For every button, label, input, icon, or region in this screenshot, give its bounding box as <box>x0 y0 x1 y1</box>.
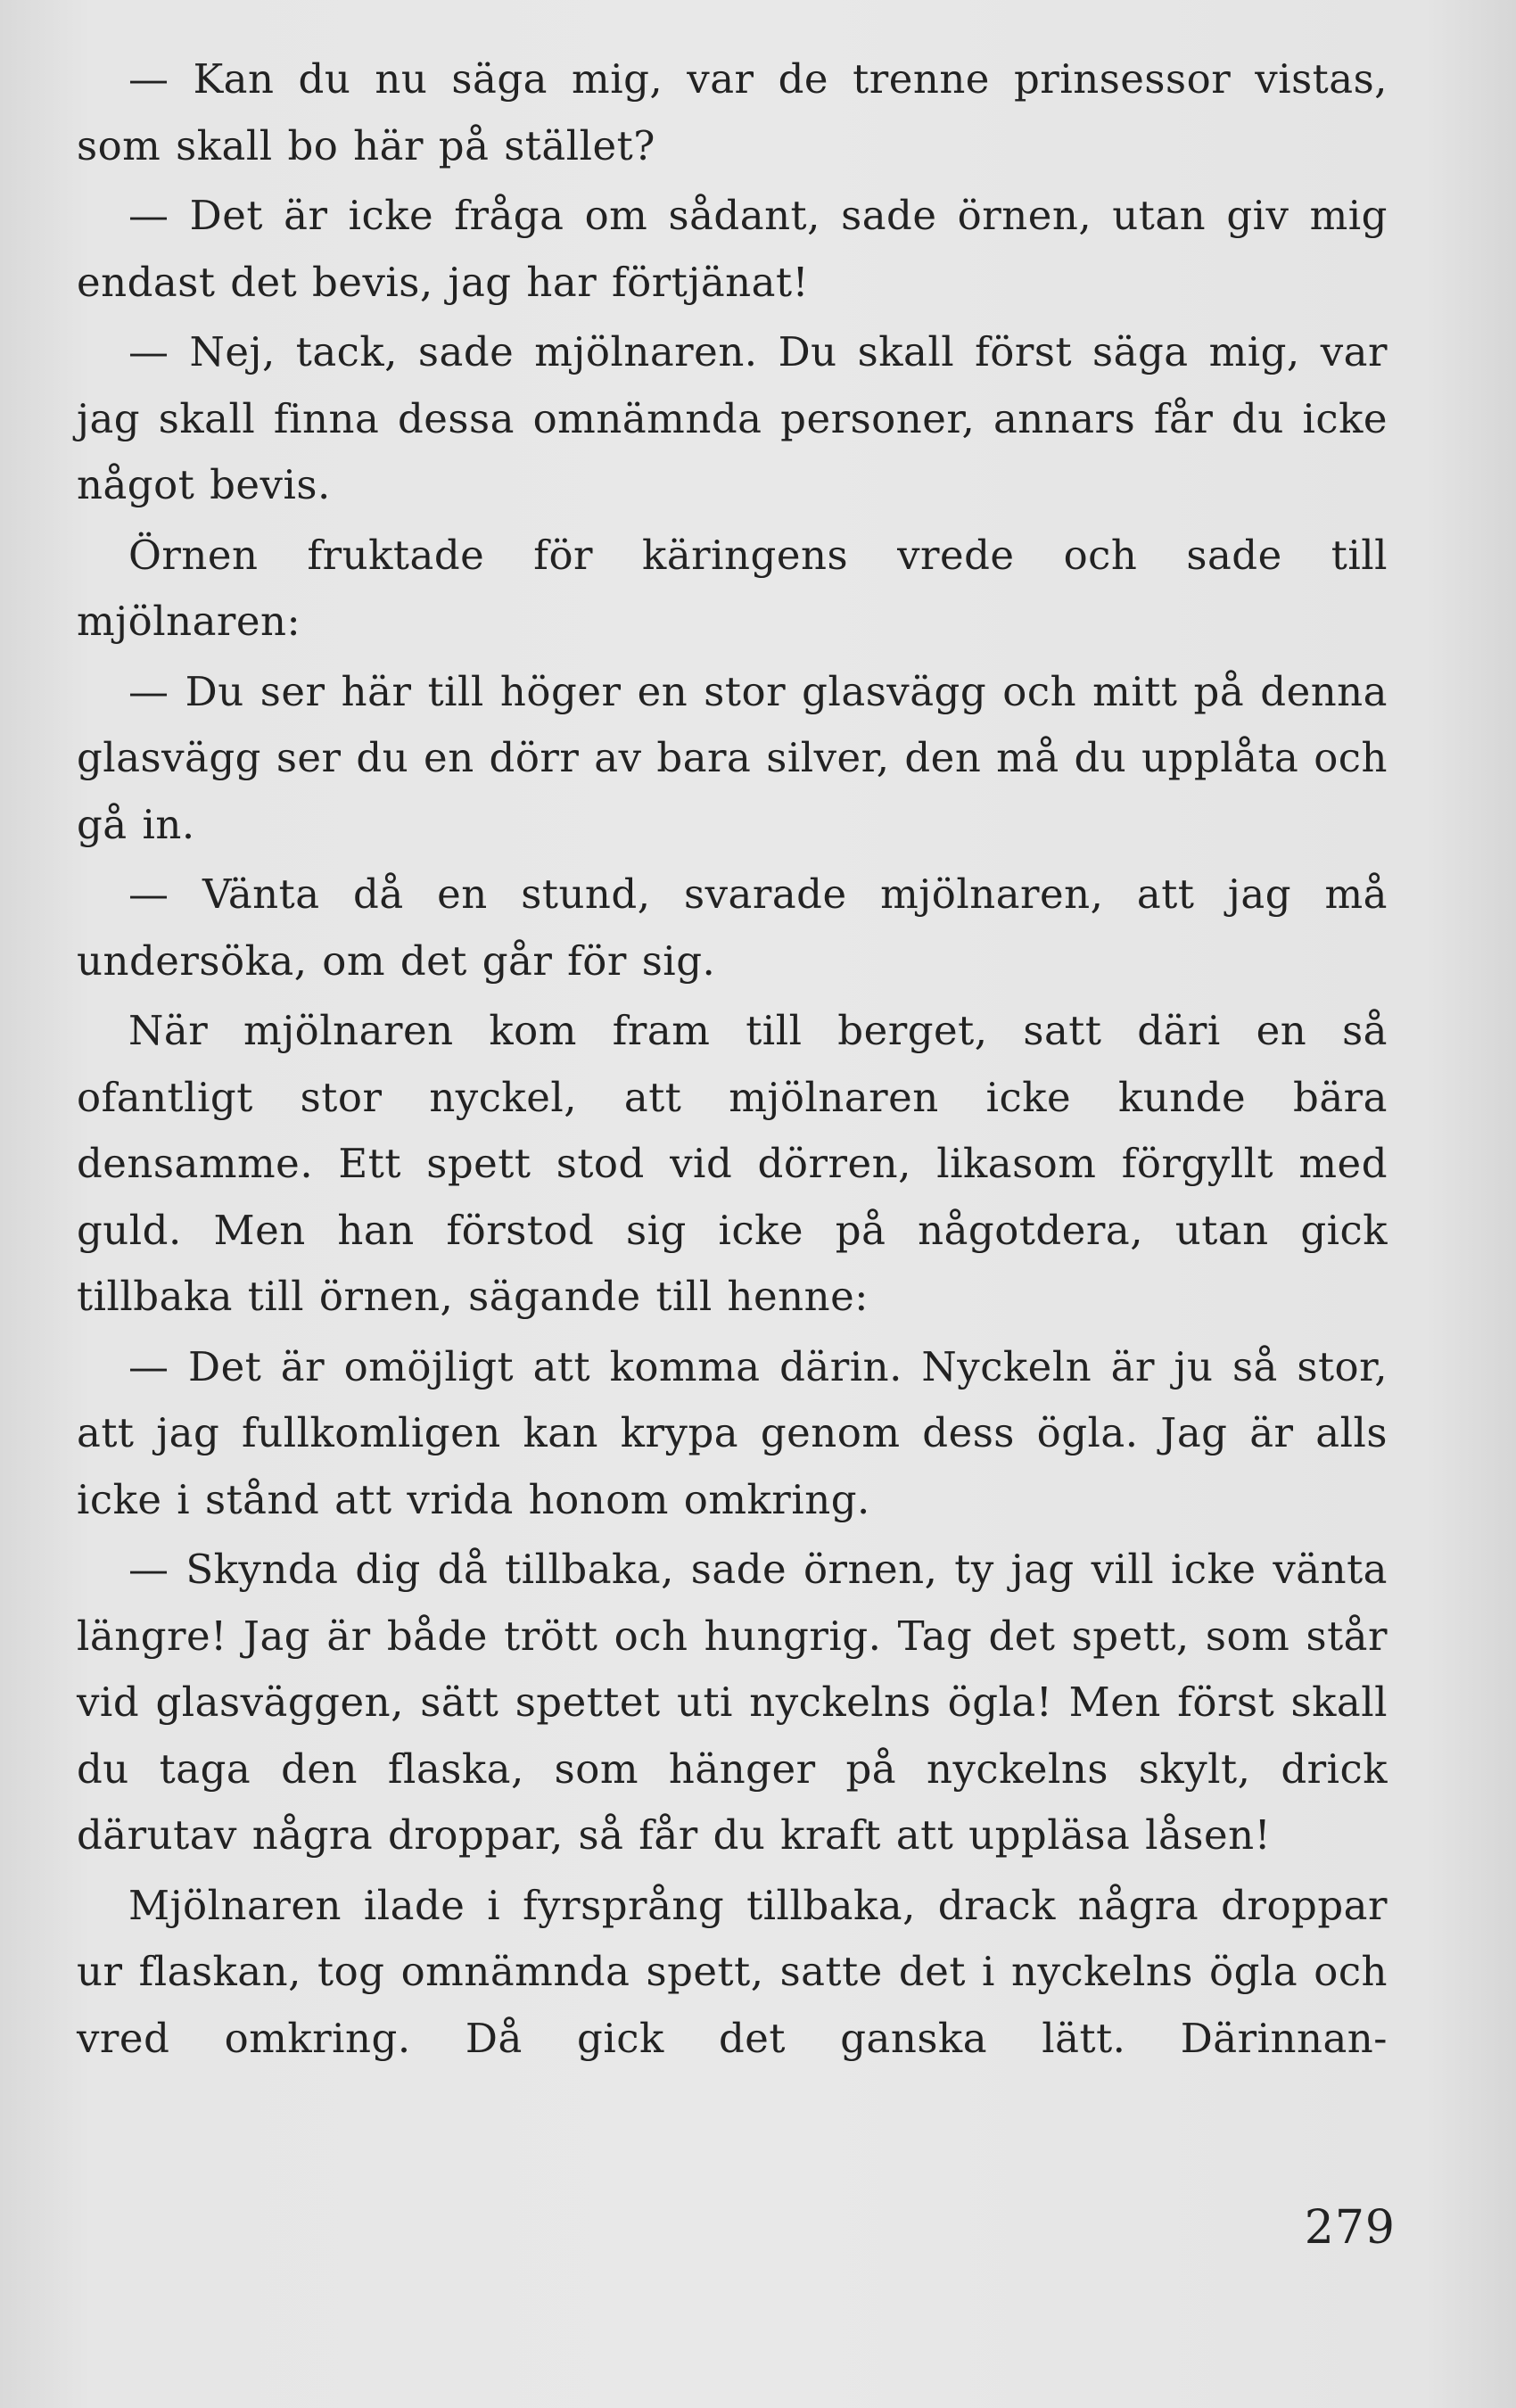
page-number: 279 <box>1304 2201 1396 2255</box>
paragraph: När mjölnaren kom fram till berget, satt däri en så ofantligt stor nyckel, att mjölnaren icke kunde bära densamme. Ett spett stod vid dörren, likasom förgyllt med guld. Men han förstod sig icke på någotdera, utan gick tillbaka till örnen, sägande till henne: <box>77 1007 1388 1320</box>
paragraph: — Skynda dig då tillbaka, sade örnen, ty jag vill icke vänta längre! Jag är både trött och hungrig. Tag det spett, som står vid glasväggen, sätt spettet uti nyckelns ögla! Men först skall du taga den flaska, som hänger på nyckelns skylt, drick därutav några droppar, så får du kraft att uppläsa låsen! <box>77 1546 1388 1859</box>
paragraph: — Du ser här till höger en stor glasvägg och mitt på denna glasvägg ser du en dörr av bara silver, den må du upplåta och gå in. <box>77 667 1388 848</box>
paragraph: — Kan du nu säga mig, var de trenne prinsessor vistas, som skall bo här på stället? <box>77 55 1388 169</box>
paragraph: — Vänta då en stund, svarade mjölnaren, att jag må undersöka, om det går för sig. <box>77 870 1388 985</box>
paragraph: — Nej, tack, sade mjölnaren. Du skall först säga mig, var jag skall finna dessa omnämnda personer, annars får du icke något bevis. <box>77 328 1388 508</box>
paragraph: Mjölnaren ilade i fyrsprång tillbaka, drack några droppar ur flaskan, tog omnämnda spett, satte det i nyckelns ögla och vred omkring. Då gick det ganska lätt. Därinnan- <box>77 1881 1388 2062</box>
body-text <box>77 46 1388 2075</box>
paragraph: — Det är icke fråga om sådant, sade örnen, utan giv mig endast det bevis, jag har förtjänat! <box>77 192 1388 306</box>
paragraph: Örnen fruktade för käringens vrede och sade till mjölnaren: <box>77 531 1388 645</box>
paragraph: — Det är omöjligt att komma därin. Nyckeln är ju så stor, att jag fullkomligen kan krypa genom dess ögla. Jag är alls icke i stånd att vrida honom omkring. <box>77 1342 1388 1523</box>
